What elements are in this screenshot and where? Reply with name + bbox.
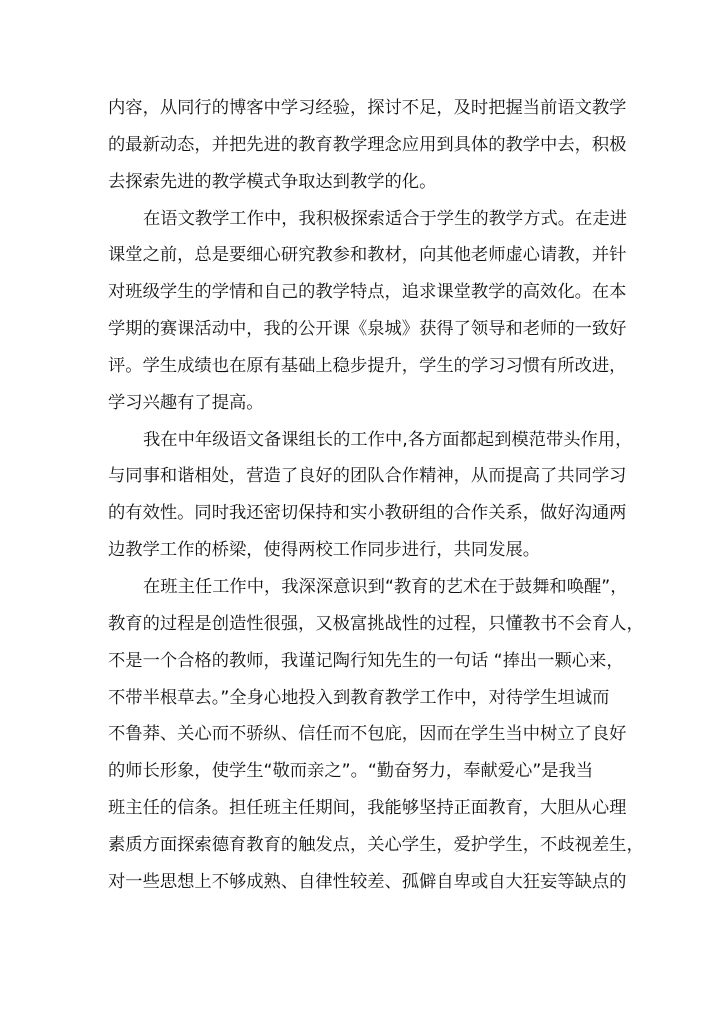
text-line: 评。学生成绩也在原有基础上稳步提升，学生的学习习惯有所改进， bbox=[108, 355, 627, 376]
text-line: 边教学工作的桥梁，使得两校工作同步进行，共同发展。 bbox=[108, 540, 541, 561]
paragraph-first-line: 我在中年级语文备课组长的工作中,各方面都起到模范带头作用， bbox=[143, 429, 633, 450]
text-line: 对班级学生的学情和自己的教学特点，追求课堂教学的高效化。在本 bbox=[108, 282, 627, 303]
text-line: 的师长形象，使学生“敬而亲之”。“勤奋努力，奉献爱心”是我当 bbox=[108, 761, 594, 782]
text-line: 课堂之前，总是要细心研究教参和教材，向其他老师虚心请教，并针 bbox=[108, 245, 627, 266]
text-line: 的最新动态，并把先进的教育教学理念应用到具体的教学中去，积极 bbox=[108, 134, 627, 155]
text-line: 去探索先进的教学模式争取达到教学的化。 bbox=[108, 171, 437, 192]
text-line: 素质方面探索德育教育的触发点，关心学生，爱护学生，不歧视差生， bbox=[108, 834, 644, 855]
text-line: 教育的过程是创造性很强，又极富挑战性的过程，只懂教书不会育人， bbox=[108, 613, 644, 634]
text-line: 不是一个合格的教师，我谨记陶行知先生的一句话 “捧出一颗心来， bbox=[108, 650, 624, 671]
text-line: 学期的赛课活动中，我的公开课《泉城》获得了领导和老师的一致好 bbox=[108, 319, 627, 340]
text-line: 不鲁莽、关心而不骄纵、信任而不包庇，因而在学生当中树立了良好 bbox=[108, 724, 627, 745]
text-line: 内容，从同行的博客中学习经验，探讨不足，及时把握当前语文教学 bbox=[108, 98, 627, 118]
text-line: 与同事和谐相处，营造了良好的团队合作精神，从而提高了共同学习 bbox=[108, 466, 627, 487]
text-line: 学习兴趣有了提高。 bbox=[108, 392, 264, 413]
paragraph-first-line: 在班主任工作中，我深深意识到“教育的艺术在于鼓舞和唤醒”， bbox=[143, 576, 628, 597]
body-text bbox=[108, 90, 644, 901]
text-line: 班主任的信条。担任班主任期间，我能够坚持正面教育，大胆从心理 bbox=[108, 798, 627, 819]
text-line: 对一些思想上不够成熟、自律性较差、孤僻自卑或自大狂妄等缺点的 bbox=[108, 871, 627, 892]
paragraph-first-line: 在语文教学工作中，我积极探索适合于学生的教学方式。在走进 bbox=[143, 208, 627, 229]
text-line: 的有效性。同时我还密切保持和实小教研组的合作关系，做好沟通两 bbox=[108, 503, 627, 524]
text-line: 不带半根草去。”全身心地投入到教育教学工作中，对待学生坦诚而 bbox=[108, 687, 610, 708]
